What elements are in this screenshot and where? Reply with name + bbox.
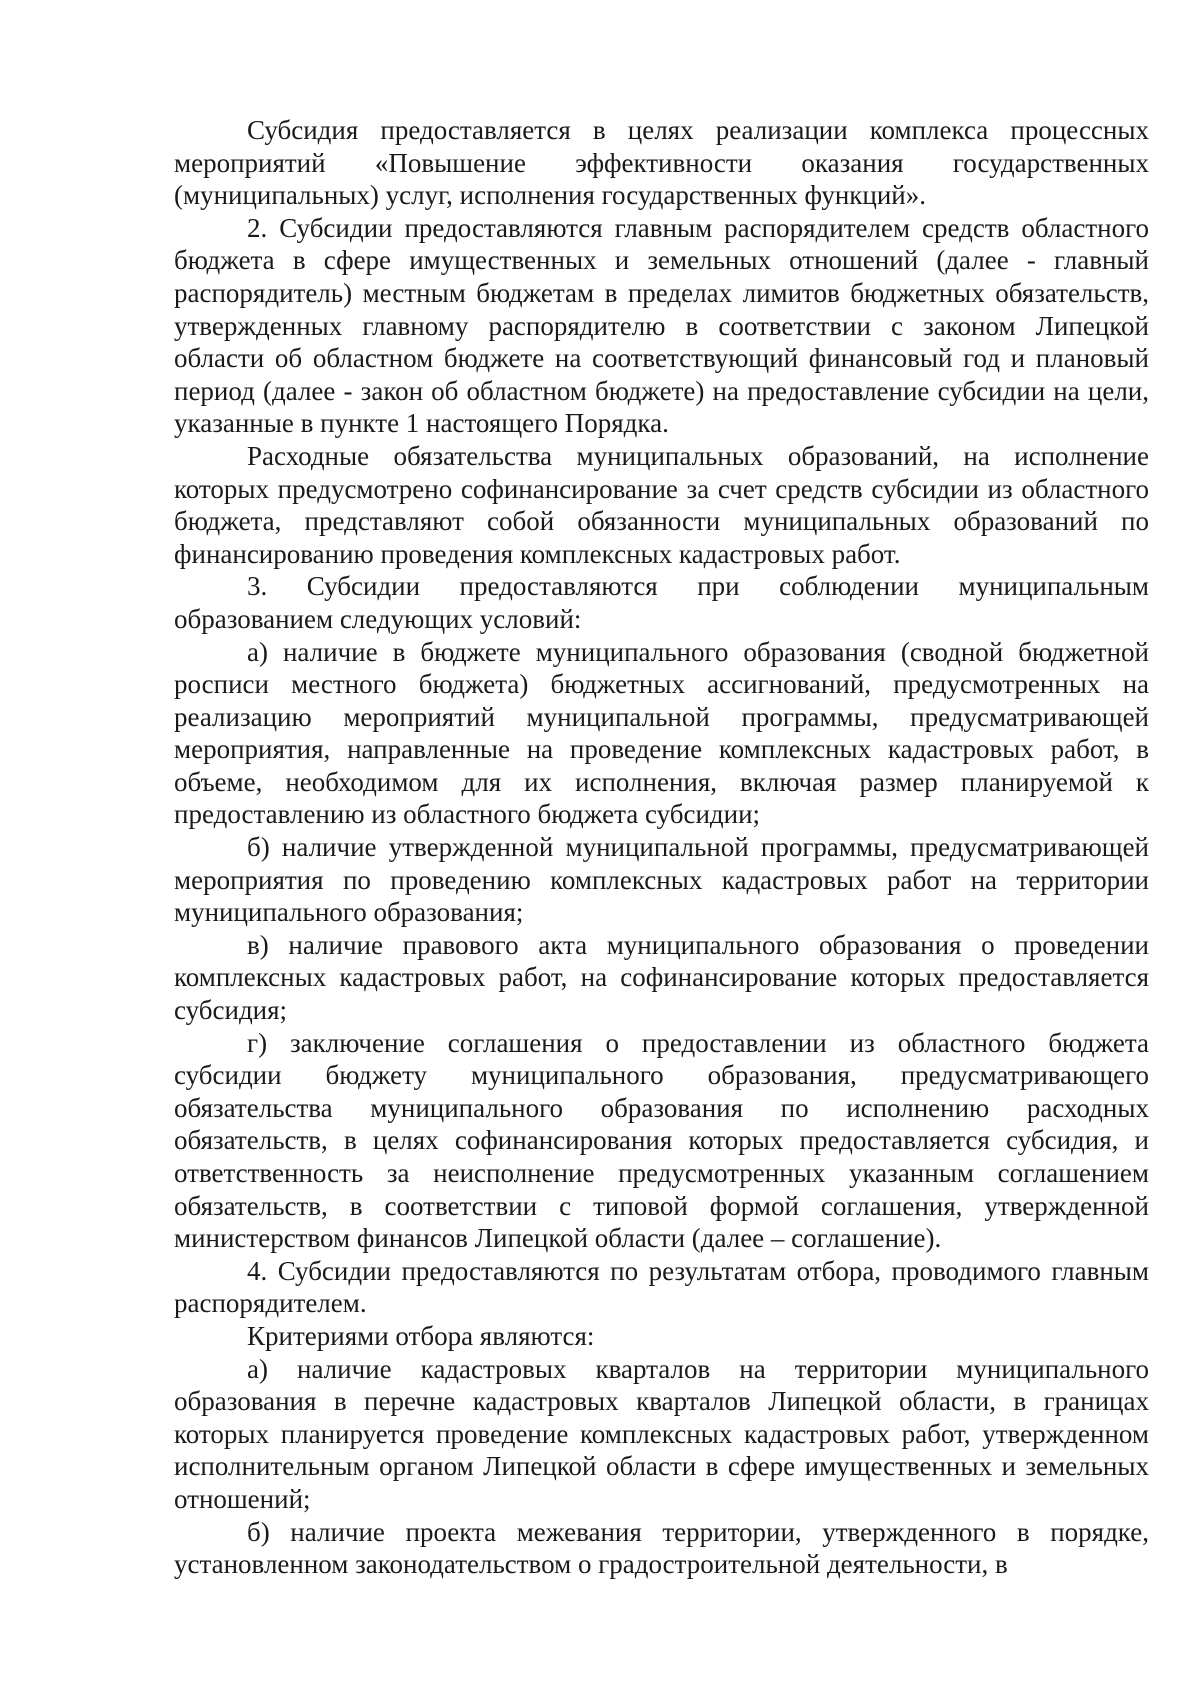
- paragraph-item-4: 4. Субсидии предоставляются по результатам отбора, проводимого главным распорядителем.: [174, 1255, 1149, 1319]
- paragraph-condition-g: г) заключение соглашения о предоставлении из областного бюджета субсидии бюджету муниципального образования, предусматривающего обязательства муниципального образования по исполнению расходных обязательств, в целях софинансирования которых предоставляется субсидия, и ответственность за неисполнение предусмотренных указанным соглашением обязательств, в соответствии с типовой формой соглашения, утвержденной министерством финансов Липецкой области (далее – соглашение).: [174, 1027, 1149, 1254]
- paragraph-expenditure-obligations: Расходные обязательства муниципальных образований, на исполнение которых предусмотрено софинансирование за счет средств субсидии из областного бюджета, представляют собой обязанности муниципальных образований по финансированию проведения комплексных кадастровых работ.: [174, 440, 1149, 569]
- paragraph-criterion-a: а) наличие кадастровых кварталов на территории муниципального образования в перечне кадастровых кварталов Липецкой области, в границах которых планируется проведение комплексных кадастровых работ, утвержденном исполнительным органом Липецкой области в сфере имущественных и земельных отношений;: [174, 1353, 1149, 1514]
- paragraph-condition-a: а) наличие в бюджете муниципального образования (сводной бюджетной росписи местного бюджета) бюджетных ассигнований, предусмотренных на реализацию мероприятий муниципальной программы, предусматривающей мероприятия, направленные на проведение комплексных кадастровых работ, в объеме, необходимом для их исполнения, включая размер планируемой к предоставлению из областного бюджета субсидии;: [174, 636, 1149, 830]
- paragraph-selection-criteria: Критериями отбора являются:: [247, 1320, 595, 1351]
- document-page: [174, 114, 1149, 1581]
- paragraph-criterion-b: б) наличие проекта межевания территории, утвержденного в порядке, установленном законодательством о градостроительной деятельности, в: [174, 1516, 1149, 1580]
- paragraph-condition-b: б) наличие утвержденной муниципальной программы, предусматривающей мероприятия по проведению комплексных кадастровых работ на территории муниципального образования;: [174, 832, 1149, 928]
- paragraph-subsidy-purpose: Субсидия предоставляется в целях реализации комплекса процессных мероприятий «Повышение эффективности оказания государственных (муниципальных) услуг, исполнения государственных функций».: [174, 115, 1149, 211]
- paragraph-item-2: 2. Субсидии предоставляются главным распорядителем средств областного бюджета в сфере имущественных и земельных отношений (далее - главный распорядитель) местным бюджетам в пределах лимитов бюджетных обязательств, утвержденных главному распорядителю в соответствии с законом Липецкой области об областном бюджете на соответствующий финансовый год и плановый период (далее - закон об областном бюджете) на предоставление субсидии на цели, указанные в пункте 1 настоящего Порядка.: [174, 212, 1149, 439]
- paragraph-condition-v: в) наличие правового акта муниципального образования о проведении комплексных кадастровых работ, на софинансирование которых предоставляется субсидия;: [174, 929, 1149, 1026]
- paragraph-item-3: 3. Субсидии предоставляются при соблюдении муниципальным образованием следующих условий:: [174, 571, 1149, 634]
